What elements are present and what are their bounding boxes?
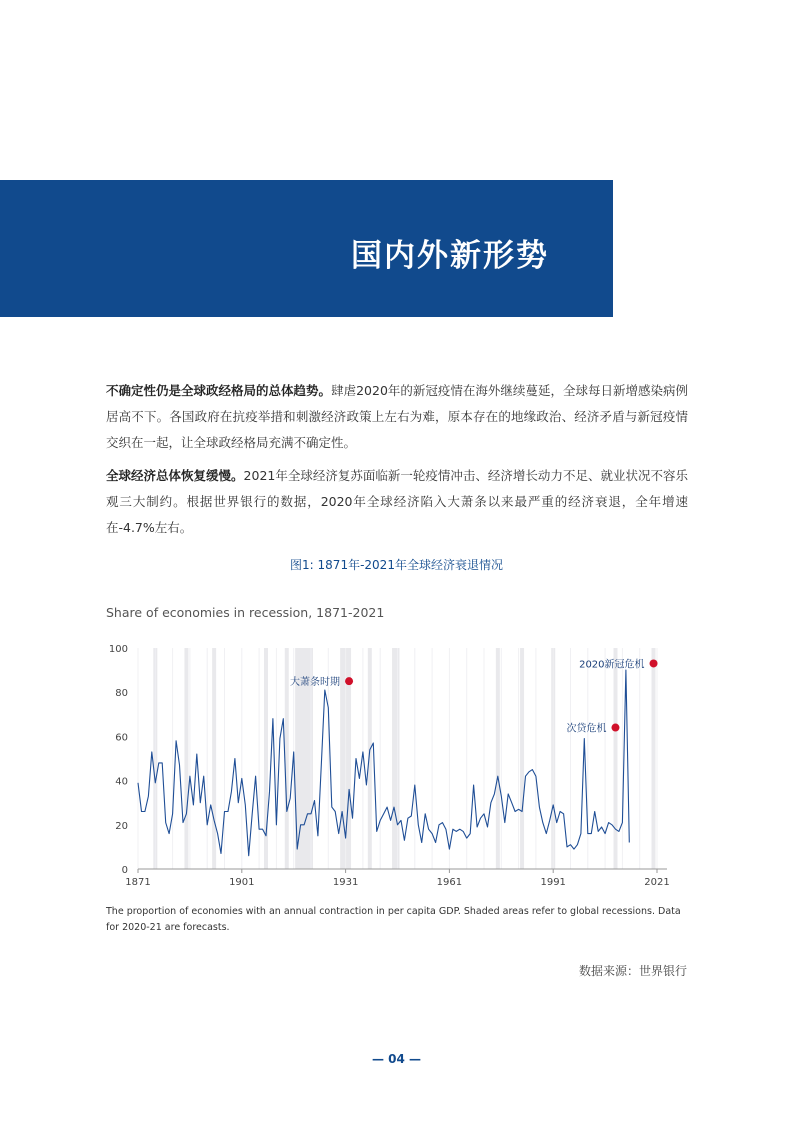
annotation-label: 次贷危机 — [566, 723, 607, 735]
x-tick-label: 1901 — [229, 877, 255, 888]
chart-note: The proportion of economies with an annual contraction in per capita GDP. Shaded areas refer to global recessions. Data for 2020-21 are forecasts. — [106, 906, 681, 933]
x-tick-label: 1961 — [436, 877, 463, 888]
y-tick-label: 100 — [108, 644, 128, 655]
paragraph-recovery — [106, 463, 688, 541]
x-tick-label: 2021 — [644, 877, 670, 888]
recession-shade — [613, 648, 617, 869]
page-title: 国内外新形势 — [351, 238, 549, 274]
y-tick-label: 20 — [115, 820, 128, 832]
annotation-marker — [345, 677, 353, 685]
title-banner — [0, 180, 613, 317]
recession-share-line — [138, 670, 629, 856]
recession-shade — [212, 648, 216, 869]
y-tick-label: 0 — [121, 865, 128, 876]
recession-line-chart — [100, 636, 680, 896]
annotation-marker — [611, 724, 619, 732]
annotation-label: 大萧条时期 — [290, 677, 341, 689]
recession-shade — [285, 648, 289, 869]
paragraph-lead: 全球经济总体恢复缓慢。 — [106, 468, 244, 483]
y-tick-label: 60 — [115, 732, 128, 744]
annotation-label: 2020新冠危机 — [579, 659, 645, 671]
data-source: 数据来源：世界银行 — [578, 964, 687, 978]
recession-shade — [652, 648, 656, 869]
x-tick-label: 1871 — [125, 877, 151, 888]
chart-title: Share of economies in recession, 1871-2021 — [106, 605, 385, 620]
paragraph-body: 肆虐2020年的新冠疫情在海外继续蔓延，全球每日新增感染病例居高不下。各国政府在抗疫举措和刺激经济政策上左右为难，原本存在的地缘政治、经济矛盾与新冠疫情交织在一起，让全球政经格局充满不确定性。 — [106, 383, 688, 450]
recession-shade — [496, 648, 500, 869]
paragraph-lead: 不确定性仍是全球政经格局的总体趋势。 — [106, 383, 332, 398]
paragraph-uncertainty — [106, 378, 688, 456]
annotation-marker — [650, 659, 658, 667]
y-tick-label: 80 — [115, 688, 128, 700]
y-tick-label: 40 — [115, 776, 128, 788]
recession-shade — [392, 648, 399, 869]
recession-shade — [520, 648, 524, 869]
paragraph-body: 2021年全球经济复苏面临新一轮疫情冲击、经济增长动力不足、就业状况不容乐观三大制约。根据世界银行的数据，2020年全球经济陷入大萧条以来最严重的经济衰退，全年增速在-4.7%左右。 — [106, 468, 688, 535]
recession-shade — [184, 648, 188, 869]
x-tick-label: 1991 — [540, 877, 566, 888]
page-number: — 04 — — [371, 1052, 422, 1066]
x-tick-label: 1931 — [332, 877, 359, 888]
figure-caption: 图1: 1871年-2021年全球经济衰退情况 — [290, 558, 503, 572]
